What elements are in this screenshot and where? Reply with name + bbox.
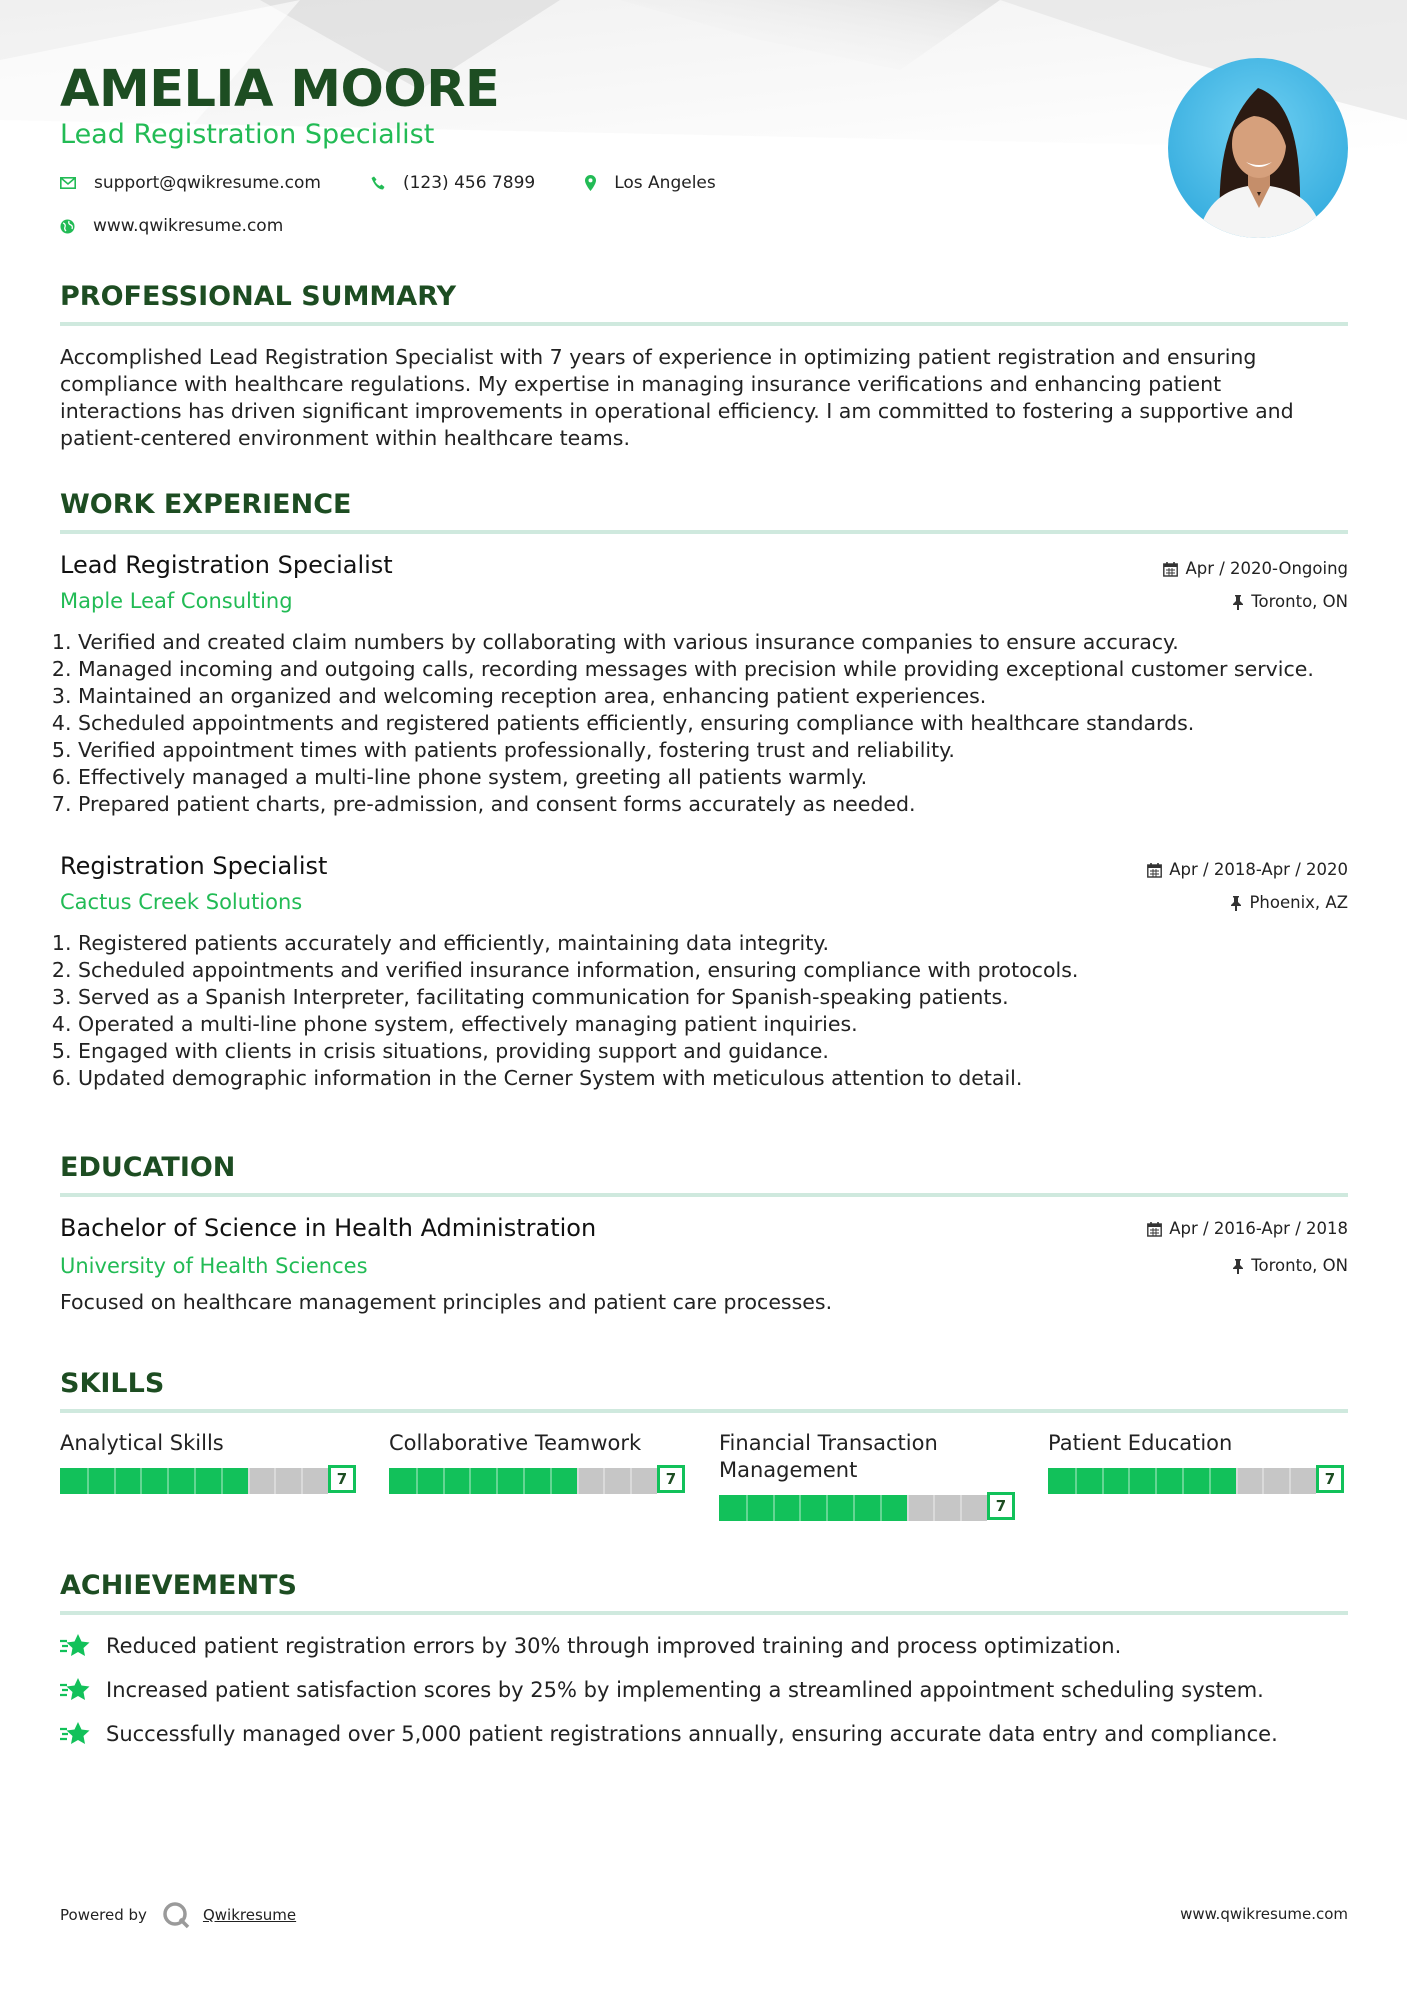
list-item: 6. Effectively managed a multi-line phone system, greeting all patients warmly.: [78, 764, 1358, 791]
skill-track: [1048, 1468, 1316, 1494]
skill-segment-divider: [577, 1468, 579, 1494]
skill-segment-divider: [274, 1468, 276, 1494]
list-item: 1. Registered patients accurately and efficiently, maintaining data integrity.: [78, 930, 1358, 957]
brand-link[interactable]: Qwikresume: [202, 1906, 297, 1924]
list-item: 4. Scheduled appointments and registered patients efficiently, ensuring compliance with healthcare standards.: [78, 710, 1358, 737]
skill-segment-divider: [907, 1495, 909, 1521]
skill-segment-divider: [799, 1495, 801, 1521]
skill-track: [389, 1468, 657, 1494]
skill-track: [60, 1468, 328, 1494]
email-item[interactable]: [60, 172, 321, 194]
achievement-item: [60, 1632, 1121, 1660]
skill-level-badge: 7: [328, 1465, 356, 1493]
job-2-dates: [1147, 859, 1348, 881]
education-location-text: Toronto, ON: [1251, 1256, 1348, 1275]
job-1-location: [1232, 591, 1348, 613]
education-description: Focused on healthcare management principles and patient care processes.: [60, 1290, 833, 1314]
skill-name: Analytical Skills: [60, 1431, 224, 1455]
website-item[interactable]: [60, 215, 283, 237]
skill-item: [389, 1430, 689, 1495]
job-2-dates-text: Apr / 2018-Apr / 2020: [1169, 860, 1348, 879]
skill-name: Collaborative Teamwork: [389, 1431, 642, 1455]
skill-segment-divider: [933, 1495, 935, 1521]
skill-segment-divider: [1128, 1468, 1130, 1494]
job-1-dates-text: Apr / 2020-Ongoing: [1185, 559, 1348, 578]
summary-text: Accomplished Lead Registration Specialist with 7 years of experience in optimizing patient registration and ensuring compliance with healthcare regulations. My expertise in managing insurance verifications and enhancing patient interactions has driven significant improvements in operational efficiency. I am committed to fostering a supportive and patient-centered environment within healthcare teams.: [60, 345, 1294, 450]
pushpin-icon: [1230, 896, 1242, 911]
footer-powered-by: [60, 1900, 296, 1930]
skill-segment-divider: [301, 1468, 303, 1494]
skill-name: Patient Education: [1048, 1431, 1233, 1455]
skill-item: [719, 1430, 1019, 1522]
job-1-company: Maple Leaf Consulting: [60, 589, 293, 613]
list-item: 4. Operated a multi-line phone system, effectively managing patient inquiries.: [78, 1011, 1358, 1038]
skill-segment-divider: [773, 1495, 775, 1521]
achievement-text: Reduced patient registration errors by 30% through improved training and process optimization.: [106, 1634, 1122, 1658]
skill-level-badge: 7: [657, 1465, 685, 1493]
skill-segment-divider: [194, 1468, 196, 1494]
location-item: [585, 172, 716, 194]
candidate-name: AMELIA MOORE: [60, 60, 500, 119]
skills-heading: SKILLS: [60, 1367, 1348, 1413]
skill-item: [60, 1430, 360, 1495]
skill-segment-divider: [1075, 1468, 1077, 1494]
achievement-item: [60, 1676, 1264, 1704]
skill-meter: [389, 1465, 689, 1495]
education-heading: EDUCATION: [60, 1151, 1348, 1197]
map-pin-icon: [585, 175, 596, 191]
job-1-dates: [1163, 558, 1348, 580]
education-degree: Bachelor of Science in Health Administration: [60, 1214, 597, 1242]
list-item: 1. Verified and created claim numbers by collaborating with various insurance companies to ensure accuracy.: [78, 629, 1358, 656]
skill-segment-divider: [140, 1468, 142, 1494]
powered-by-label: Powered by: [60, 1906, 147, 1924]
skill-segment-divider: [1155, 1468, 1157, 1494]
skill-level-badge: 7: [987, 1492, 1015, 1520]
phone-icon: [371, 176, 385, 190]
skill-segment-divider: [1209, 1468, 1211, 1494]
pushpin-icon: [1232, 595, 1244, 610]
skill-level-badge: 7: [1316, 1465, 1344, 1493]
skill-segment-divider: [853, 1495, 855, 1521]
job-1-location-text: Toronto, ON: [1251, 592, 1348, 611]
job-1-title: Lead Registration Specialist: [60, 551, 393, 579]
education-school: University of Health Sciences: [60, 1254, 368, 1278]
list-item: 6. Updated demographic information in the Cerner System with meticulous attention to detail.: [78, 1065, 1358, 1092]
job-2-company: Cactus Creek Solutions: [60, 890, 303, 914]
skill-segment-divider: [469, 1468, 471, 1494]
qwikresume-logo-icon: [161, 1900, 191, 1930]
skill-segment-divider: [114, 1468, 116, 1494]
calendar-icon: [1147, 863, 1162, 878]
skill-segment-divider: [1182, 1468, 1184, 1494]
calendar-icon: [1147, 1222, 1162, 1237]
list-item: 5. Engaged with clients in crisis situations, providing support and guidance.: [78, 1038, 1358, 1065]
achievement-text: Successfully managed over 5,000 patient registrations annually, ensuring accurate data entry and compliance.: [106, 1722, 1278, 1746]
list-item: 3. Served as a Spanish Interpreter, facilitating communication for Spanish-speaking patients.: [78, 984, 1358, 1011]
job-2-location: [1230, 892, 1348, 914]
list-item: 5. Verified appointment times with patients professionally, fostering trust and reliability.: [78, 737, 1358, 764]
skill-meter: [1048, 1465, 1348, 1495]
profile-photo: [1168, 58, 1348, 238]
website-text: www.qwikresume.com: [93, 216, 284, 236]
skill-segment-divider: [746, 1495, 748, 1521]
skill-meter: [719, 1492, 1019, 1522]
calendar-icon: [1163, 562, 1178, 577]
candidate-title: Lead Registration Specialist: [60, 119, 435, 150]
star-icon: [60, 1633, 92, 1659]
skill-segment-divider: [880, 1495, 882, 1521]
education-location: [1232, 1255, 1348, 1277]
globe-icon: [60, 219, 75, 234]
job-2-location-text: Phoenix, AZ: [1249, 893, 1348, 912]
skill-segment-divider: [1289, 1468, 1291, 1494]
website-row: [60, 215, 333, 237]
skill-segment-divider: [960, 1495, 962, 1521]
job-2-title: Registration Specialist: [60, 852, 328, 880]
achievement-item: [60, 1720, 1278, 1748]
skill-track: [719, 1495, 987, 1521]
skill-segment-divider: [248, 1468, 250, 1494]
skill-segment-divider: [1262, 1468, 1264, 1494]
list-item: 7. Prepared patient charts, pre-admission, and consent forms accurately as needed.: [78, 791, 1358, 818]
skill-segment-divider: [167, 1468, 169, 1494]
skill-segment-divider: [443, 1468, 445, 1494]
job-2-bullets: [60, 930, 1358, 1092]
skill-segment-divider: [603, 1468, 605, 1494]
email-text: support@qwikresume.com: [94, 173, 321, 193]
skill-meter: [60, 1465, 360, 1495]
skill-segment-divider: [87, 1468, 89, 1494]
skill-segment-divider: [221, 1468, 223, 1494]
contact-row: [60, 172, 766, 194]
skill-name: Financial Transaction Management: [719, 1431, 938, 1482]
pushpin-icon: [1232, 1259, 1244, 1274]
achievement-text: Increased patient satisfaction scores by 25% by implementing a streamlined appointment scheduling system.: [106, 1678, 1264, 1702]
footer-website[interactable]: www.qwikresume.com: [1180, 1905, 1348, 1923]
star-icon: [60, 1721, 92, 1747]
skill-segment-divider: [416, 1468, 418, 1494]
list-item: 2. Managed incoming and outgoing calls, recording messages with precision while providing exceptional customer service.: [78, 656, 1358, 683]
list-item: 2. Scheduled appointments and verified insurance information, ensuring compliance with protocols.: [78, 957, 1358, 984]
skill-segment-divider: [550, 1468, 552, 1494]
education-dates: [1147, 1218, 1348, 1240]
education-dates-text: Apr / 2016-Apr / 2018: [1169, 1219, 1348, 1238]
summary-heading: PROFESSIONAL SUMMARY: [60, 280, 1348, 326]
experience-heading: WORK EXPERIENCE: [60, 488, 1348, 534]
skill-segment-divider: [1102, 1468, 1104, 1494]
phone-text: (123) 456 7899: [402, 173, 536, 193]
skill-segment-divider: [630, 1468, 632, 1494]
location-text: Los Angeles: [614, 173, 716, 193]
list-item: 3. Maintained an organized and welcoming reception area, enhancing patient experiences.: [78, 683, 1358, 710]
envelope-icon: [60, 177, 76, 189]
skill-segment-divider: [496, 1468, 498, 1494]
job-1-bullets: [60, 629, 1358, 818]
skill-segment-divider: [523, 1468, 525, 1494]
skill-item: [1048, 1430, 1348, 1495]
skill-segment-divider: [1236, 1468, 1238, 1494]
skill-segment-divider: [826, 1495, 828, 1521]
star-icon: [60, 1677, 92, 1703]
phone-item[interactable]: [371, 172, 535, 194]
achievements-heading: ACHIEVEMENTS: [60, 1569, 1348, 1615]
